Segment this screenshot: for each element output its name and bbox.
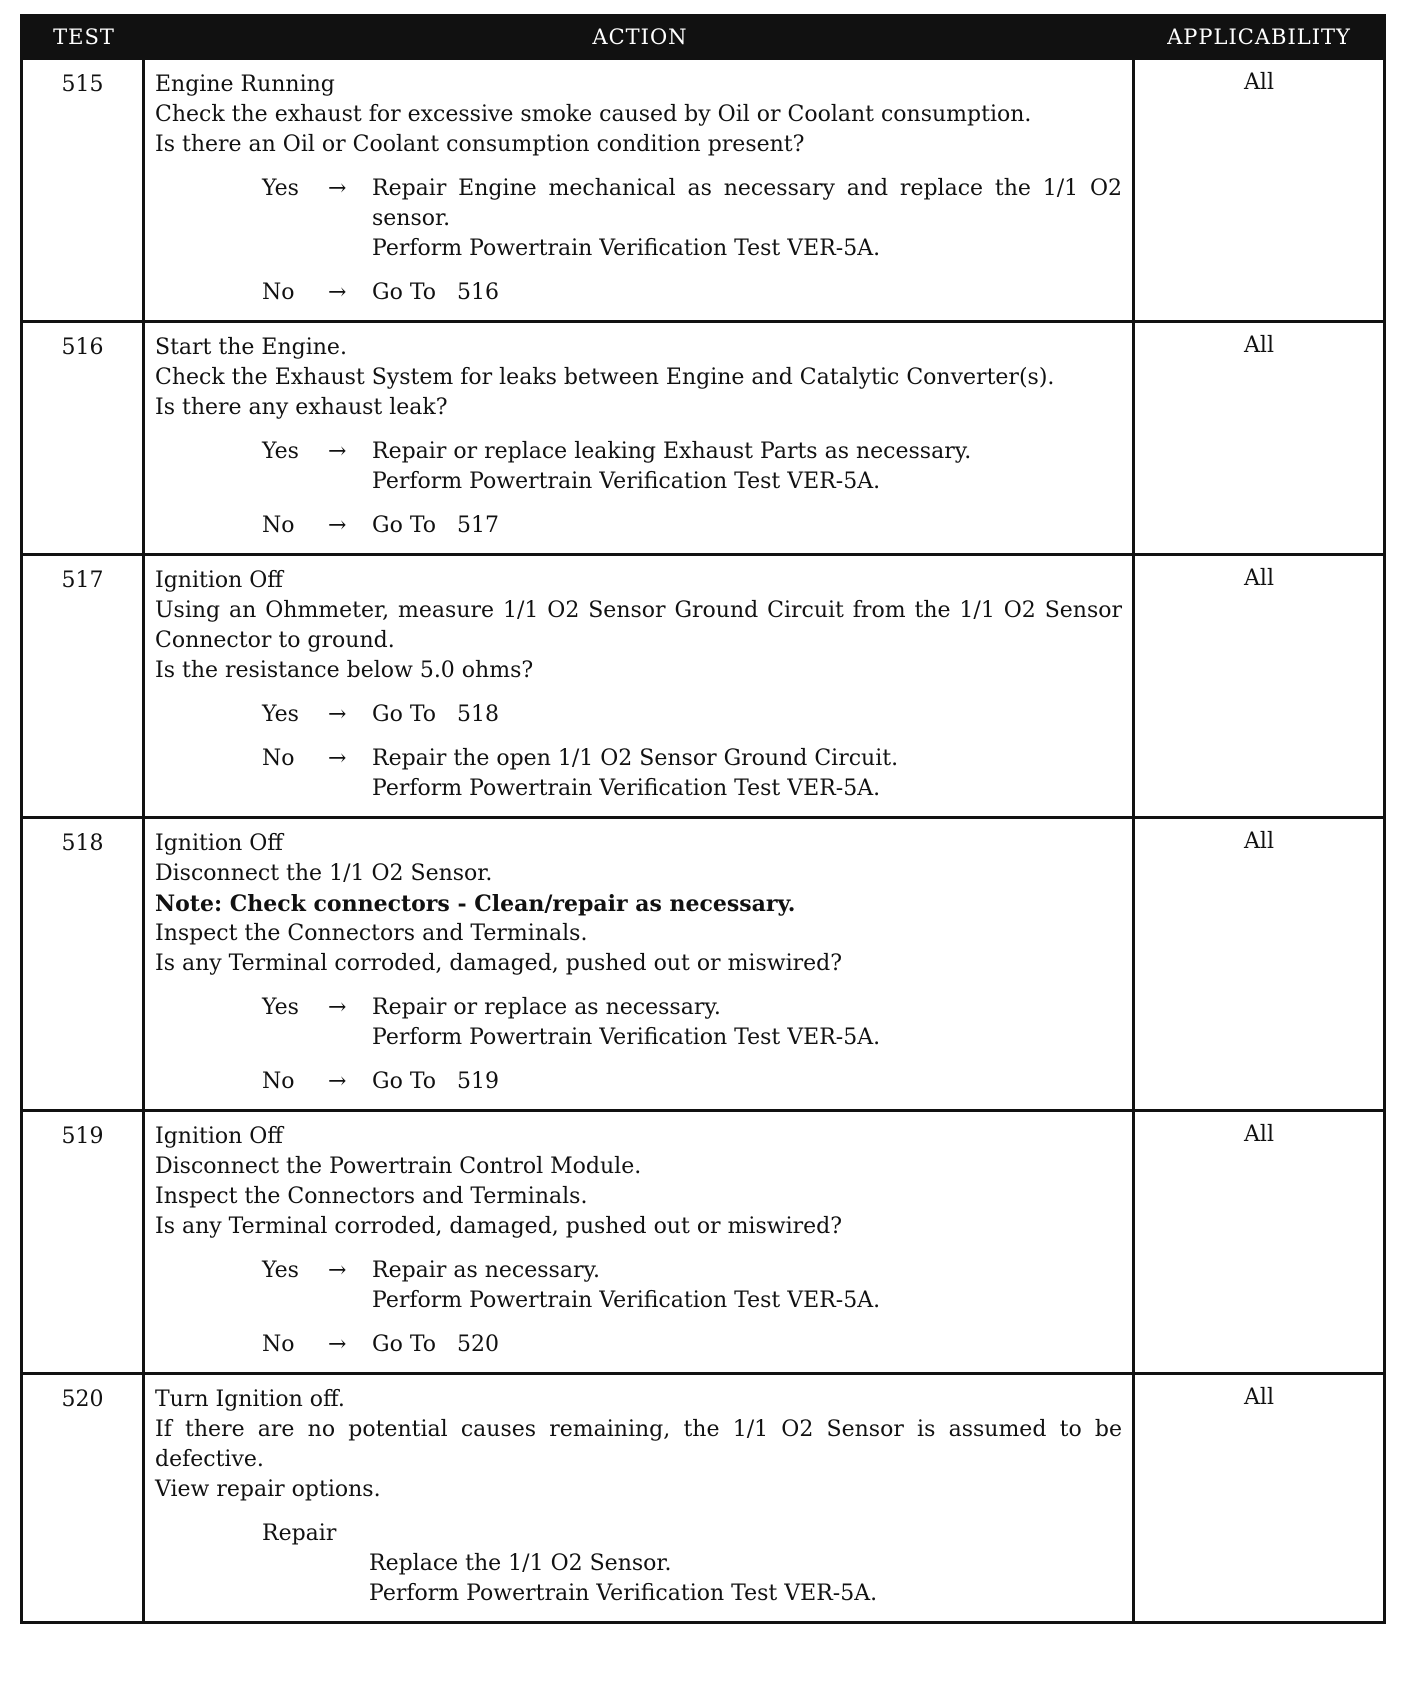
yes-result: Perform Powertrain Verification Test VER-5A. [372,469,881,494]
no-result: Go To 516 [372,280,499,305]
yes-result: Repair or replace leaking Exhaust Parts as necessary. [372,439,972,464]
yes-result: Repair or replace as necessary. [372,995,721,1020]
diagnostic-test-table [20,14,1386,1624]
table-row-520 [23,1372,1383,1621]
action-cell [145,1112,1135,1372]
yes-result: Perform Powertrain Verification Test VER-5A. [372,236,881,261]
header-action: ACTION [592,25,688,49]
arrow-icon: → [328,702,347,727]
action-cell [145,60,1135,320]
yes-label: Yes [262,439,299,464]
test-number: 518 [23,819,145,1109]
no-result: Go To 519 [372,1069,499,1094]
action-line: Is any Terminal corroded, damaged, pushed out or miswired? [155,1214,843,1239]
no-label: No [262,746,295,771]
action-line: Check the Exhaust System for leaks between Engine and Catalytic Converter(s). [155,365,1055,390]
action-line: Disconnect the 1/1 O2 Sensor. [155,861,493,886]
arrow-icon: → [328,1069,347,1094]
arrow-icon: → [328,995,347,1020]
no-answer [262,744,1122,804]
table-header [23,17,1383,57]
repair-result: Replace the 1/1 O2 Sensor. [369,1551,672,1576]
test-number: 520 [23,1375,145,1621]
action-line: View repair options. [155,1477,381,1502]
action-line: Inspect the Connectors and Terminals. [155,1184,588,1209]
applicability: All [1244,70,1274,95]
applicability: All [1244,1122,1274,1147]
no-label: No [262,1332,295,1357]
action-line: Check the exhaust for excessive smoke caused by Oil or Coolant consumption. [155,102,1032,127]
action-line: Is any Terminal corroded, damaged, pushed out or miswired? [155,951,843,976]
action-cell [145,1375,1135,1621]
arrow-icon: → [328,439,347,464]
action-line: Inspect the Connectors and Terminals. [155,921,588,946]
yes-result: Perform Powertrain Verification Test VER-5A. [372,1288,881,1313]
arrow-icon: → [328,1258,347,1283]
yes-label: Yes [262,995,299,1020]
yes-result: Perform Powertrain Verification Test VER-5A. [372,1025,881,1050]
yes-label: Yes [262,1258,299,1283]
arrow-icon: → [328,1332,347,1357]
no-label: No [262,1069,295,1094]
arrow-icon: → [328,176,347,201]
yes-result: Go To 518 [372,702,499,727]
table-row-519 [23,1109,1383,1372]
arrow-icon: → [328,513,347,538]
action-line: If there are no potential causes remaining, the 1/1 O2 Sensor is assumed to be defective. [155,1417,1122,1472]
arrow-icon: → [328,746,347,771]
header-test: TEST [53,25,115,49]
action-line: Ignition Off [155,568,283,593]
action-line: Is there any exhaust leak? [155,395,448,420]
yes-answer [262,700,1122,730]
action-cell [145,556,1135,816]
no-answer [262,511,1122,541]
yes-label: Yes [262,176,299,201]
no-answer [262,1067,1122,1097]
action-line: Is the resistance below 5.0 ohms? [155,658,534,683]
no-label: No [262,513,295,538]
action-cell [145,323,1135,553]
table-row-518 [23,816,1383,1109]
yes-answer [262,993,1122,1053]
yes-answer [262,437,1122,497]
arrow-icon: → [328,280,347,305]
repair-result: Perform Powertrain Verification Test VER-5A. [369,1581,878,1606]
no-answer [262,1330,1122,1360]
test-number: 519 [23,1112,145,1372]
yes-result: Repair Engine mechanical as necessary and replace the 1/1 O2 sensor. [372,176,1122,231]
yes-answer [262,174,1122,264]
applicability: All [1244,829,1274,854]
table-row-515 [23,57,1383,320]
action-line: Is there an Oil or Coolant consumption condition present? [155,132,805,157]
action-line: Ignition Off [155,1124,283,1149]
action-line: Engine Running [155,72,335,97]
no-result: Perform Powertrain Verification Test VER-5A. [372,776,881,801]
applicability: All [1244,333,1274,358]
yes-result: Repair as necessary. [372,1258,600,1283]
yes-label: Yes [262,702,299,727]
action-line: Turn Ignition off. [155,1387,345,1412]
no-result: Go To 517 [372,513,499,538]
action-line: Using an Ohmmeter, measure 1/1 O2 Sensor Ground Circuit from the 1/1 O2 Sensor Connector to ground. [155,598,1122,653]
test-number: 515 [23,60,145,320]
action-cell [145,819,1135,1109]
applicability: All [1244,566,1274,591]
no-answer [262,278,1122,308]
action-line: Ignition Off [155,831,283,856]
header-applicability: APPLICABILITY [1167,25,1351,49]
repair-label: Repair [262,1521,337,1546]
note-line: Note: Check connectors - Clean/repair as necessary. [155,891,796,917]
test-number: 517 [23,556,145,816]
action-line: Start the Engine. [155,335,347,360]
no-label: No [262,280,295,305]
table-row-517 [23,553,1383,816]
table-row-516 [23,320,1383,553]
yes-answer [262,1256,1122,1316]
test-number: 516 [23,323,145,553]
applicability: All [1244,1385,1274,1410]
action-line: Disconnect the Powertrain Control Module. [155,1154,642,1179]
no-result: Go To 520 [372,1332,499,1357]
no-result: Repair the open 1/1 O2 Sensor Ground Circuit. [372,746,899,771]
